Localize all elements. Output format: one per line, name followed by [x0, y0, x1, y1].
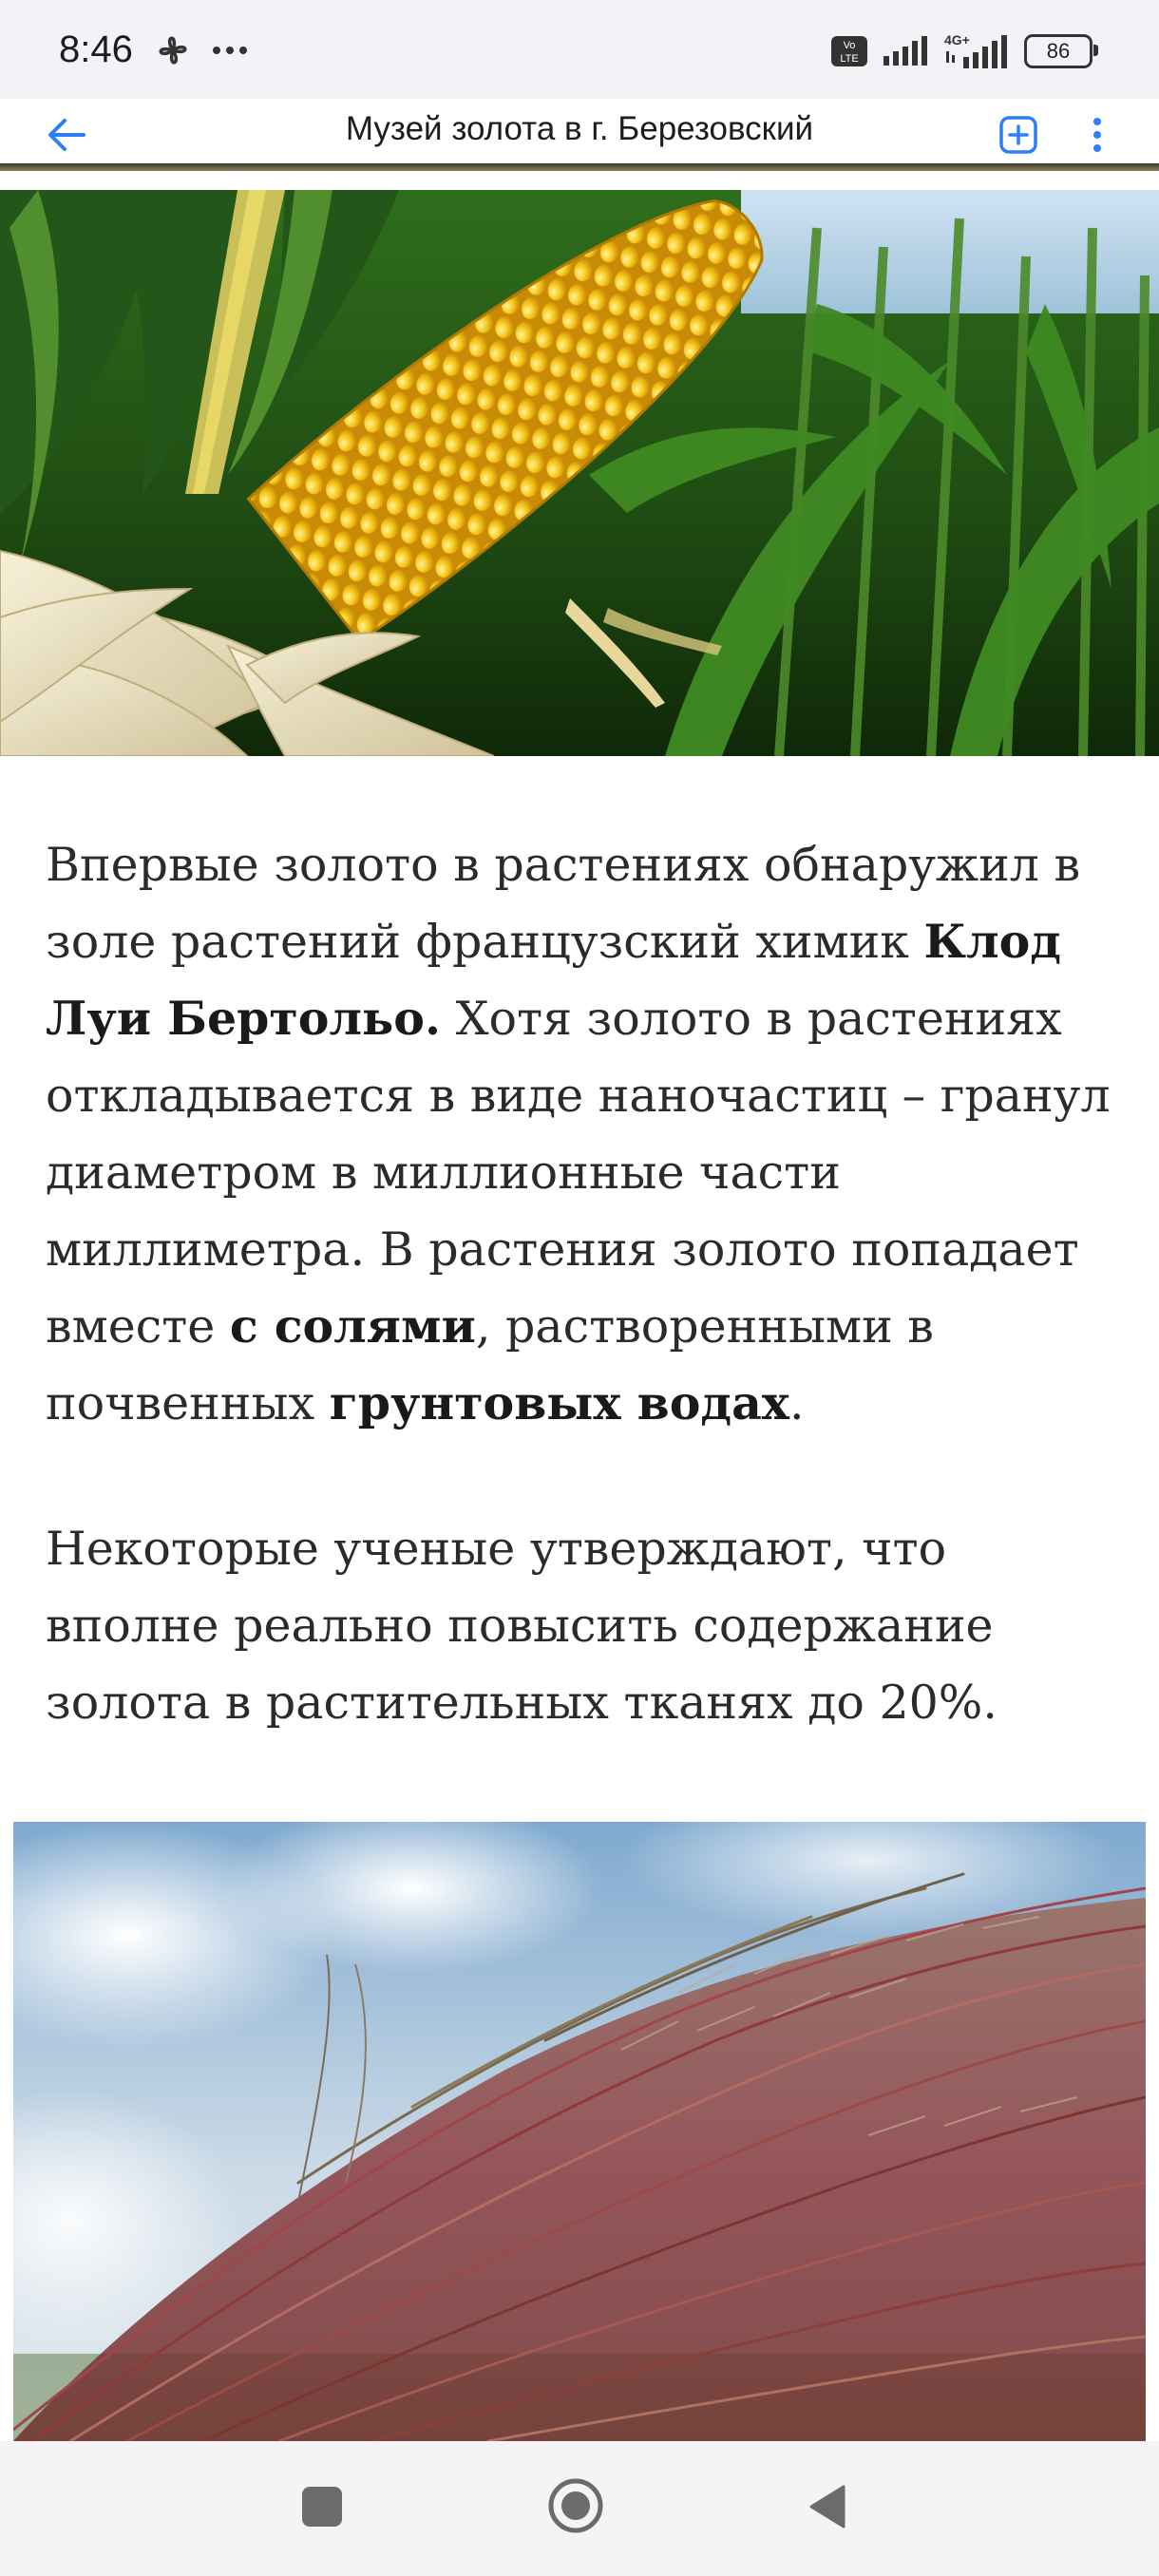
corn-cob-image — [0, 190, 1159, 756]
bold-text-run: грунтовых водах — [329, 1375, 790, 1430]
bold-text-run: Клод Луи Бертольо. — [46, 914, 1061, 1046]
app-bar — [0, 99, 1159, 169]
signal-icon — [882, 35, 929, 67]
home-circle-icon[interactable] — [547, 2477, 604, 2534]
system-nav-bar — [0, 2441, 1159, 2576]
add-tab-icon[interactable] — [994, 110, 1043, 160]
status-bar — [0, 0, 1159, 99]
page-title: Музей золота в г. Березовский — [345, 110, 814, 147]
status-icons — [830, 28, 1092, 74]
svg-text:LTE: LTE — [840, 53, 859, 65]
millet-grass-image — [13, 1822, 1146, 2441]
article-paragraph-1 — [46, 826, 1119, 1442]
bold-text-run: с солями — [229, 1298, 476, 1354]
text-run: Впервые золото в растениях обнаружил в золе растений французский химик — [46, 838, 1081, 969]
text-run: . — [789, 1376, 805, 1430]
svg-text:4G+: 4G+ — [944, 32, 970, 47]
article-paragraph-2: Некоторые ученые утверждают, что вполне реально повысить содержание золота в растительных тканях до 20%. — [46, 1522, 998, 1730]
image-top-strip — [0, 163, 1159, 171]
more-dots-icon — [213, 47, 247, 54]
volte-icon — [830, 35, 868, 67]
4g-signal-icon — [942, 32, 1011, 70]
back-triangle-icon[interactable] — [806, 2483, 847, 2530]
more-vertical-icon[interactable] — [1083, 110, 1112, 160]
battery-level: 86 — [1046, 39, 1071, 63]
pinwheel-icon — [152, 27, 256, 74]
text-run: , растворенными в почвенных — [46, 1299, 934, 1430]
recents-square-icon[interactable] — [302, 2487, 342, 2527]
svg-text:Vo: Vo — [843, 40, 856, 51]
status-time: 8:46 — [59, 28, 133, 70]
text-run: Хотя золото в растениях откладывается в виде наночастиц – гранул диаметром в миллионные части миллиметра. В растения золото попадает вместе — [46, 992, 1111, 1354]
battery-icon — [1024, 34, 1092, 68]
